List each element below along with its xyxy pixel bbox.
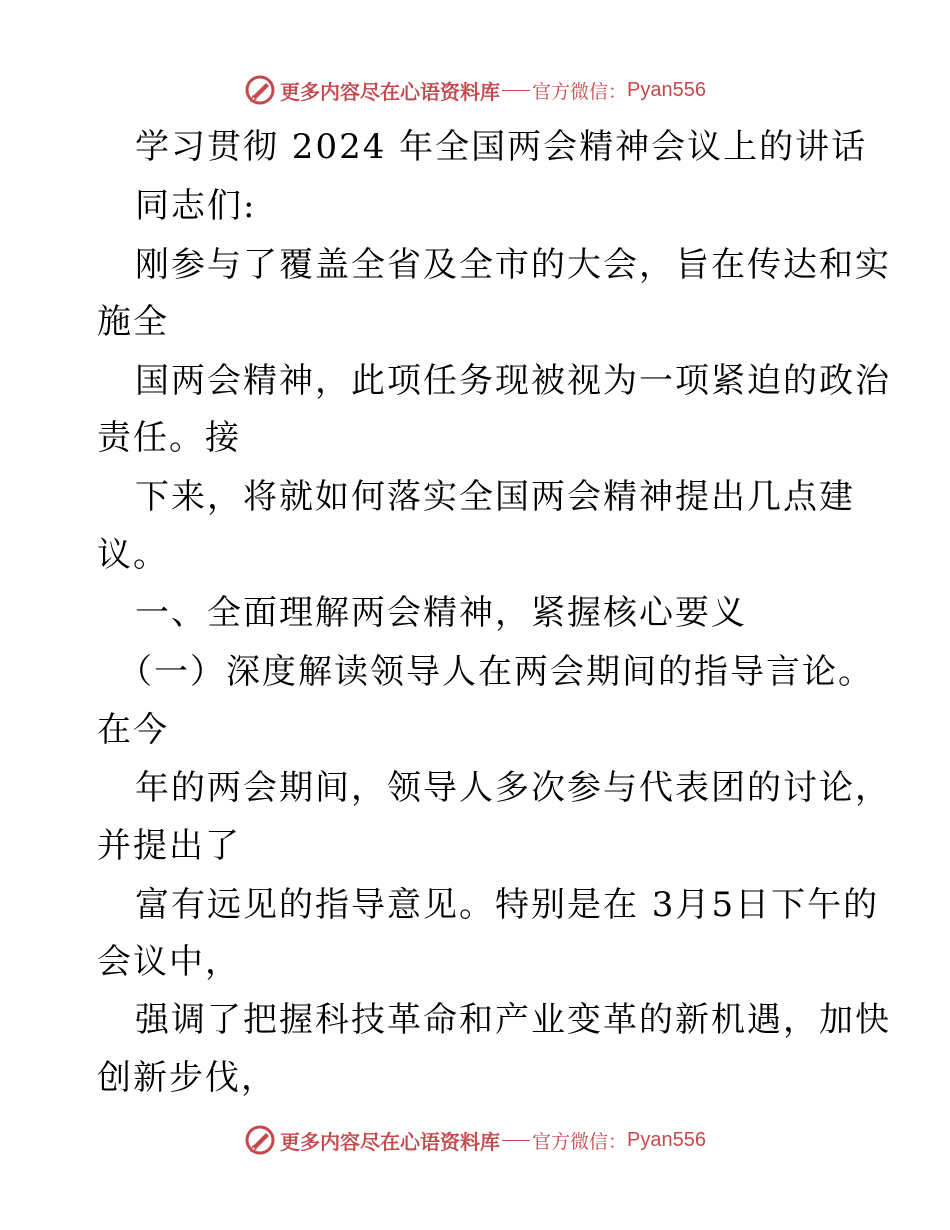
paragraph-line: 会议中， — [97, 942, 241, 982]
paragraph-line: 施全 — [97, 302, 169, 342]
paragraph-line: 下来，将就如何落实全国两会精神提出几点建 — [135, 477, 855, 517]
banner-dash — [502, 90, 530, 91]
banner-wechat-id: Pyan556 — [627, 78, 706, 101]
paragraph-line: 年的两会期间，领导人多次参与代表团的讨论， — [135, 768, 891, 808]
header-banner — [0, 70, 950, 110]
paragraph-line: 强调了把握科技革命和产业变革的新机遇，加快 — [135, 1000, 891, 1040]
document-title: 学习贯彻 2024 年全国两会精神会议上的讲话 — [135, 127, 868, 167]
pen-logo-icon — [244, 74, 276, 106]
section-heading: 一、全面理解两会精神，紧握核心要义 — [135, 593, 747, 633]
banner-wechat-label: 官方微信： — [532, 1130, 628, 1153]
paragraph-line: 在今 — [97, 710, 169, 750]
paragraph-line: 议。 — [97, 535, 169, 575]
banner-wechat-label: 官方微信： — [532, 80, 628, 103]
paragraph-line: 富有远见的指导意见。特别是在 3月5日下午的 — [135, 885, 880, 925]
banner-text: 更多内容尽在心语资料库 — [280, 79, 500, 104]
paragraph-line: 刚参与了覆盖全省及全市的大会，旨在传达和实 — [135, 245, 891, 285]
document-greeting: 同志们: — [135, 186, 257, 226]
paragraph-line: 并提出了 — [97, 826, 241, 866]
paragraph-line: 创新步伐， — [97, 1058, 277, 1098]
pen-logo-icon — [244, 1124, 276, 1156]
footer-banner — [0, 1120, 950, 1160]
paragraph-line: 责任。接 — [97, 418, 241, 458]
banner-dash — [502, 1140, 530, 1141]
banner-wechat-id: Pyan556 — [627, 1128, 706, 1151]
paragraph-line: 国两会精神，此项任务现被视为一项紧迫的政治 — [135, 361, 891, 401]
subsection-heading: （一）深度解读领导人在两会期间的指导言论。 — [118, 652, 874, 692]
banner-text: 更多内容尽在心语资料库 — [280, 1129, 500, 1154]
